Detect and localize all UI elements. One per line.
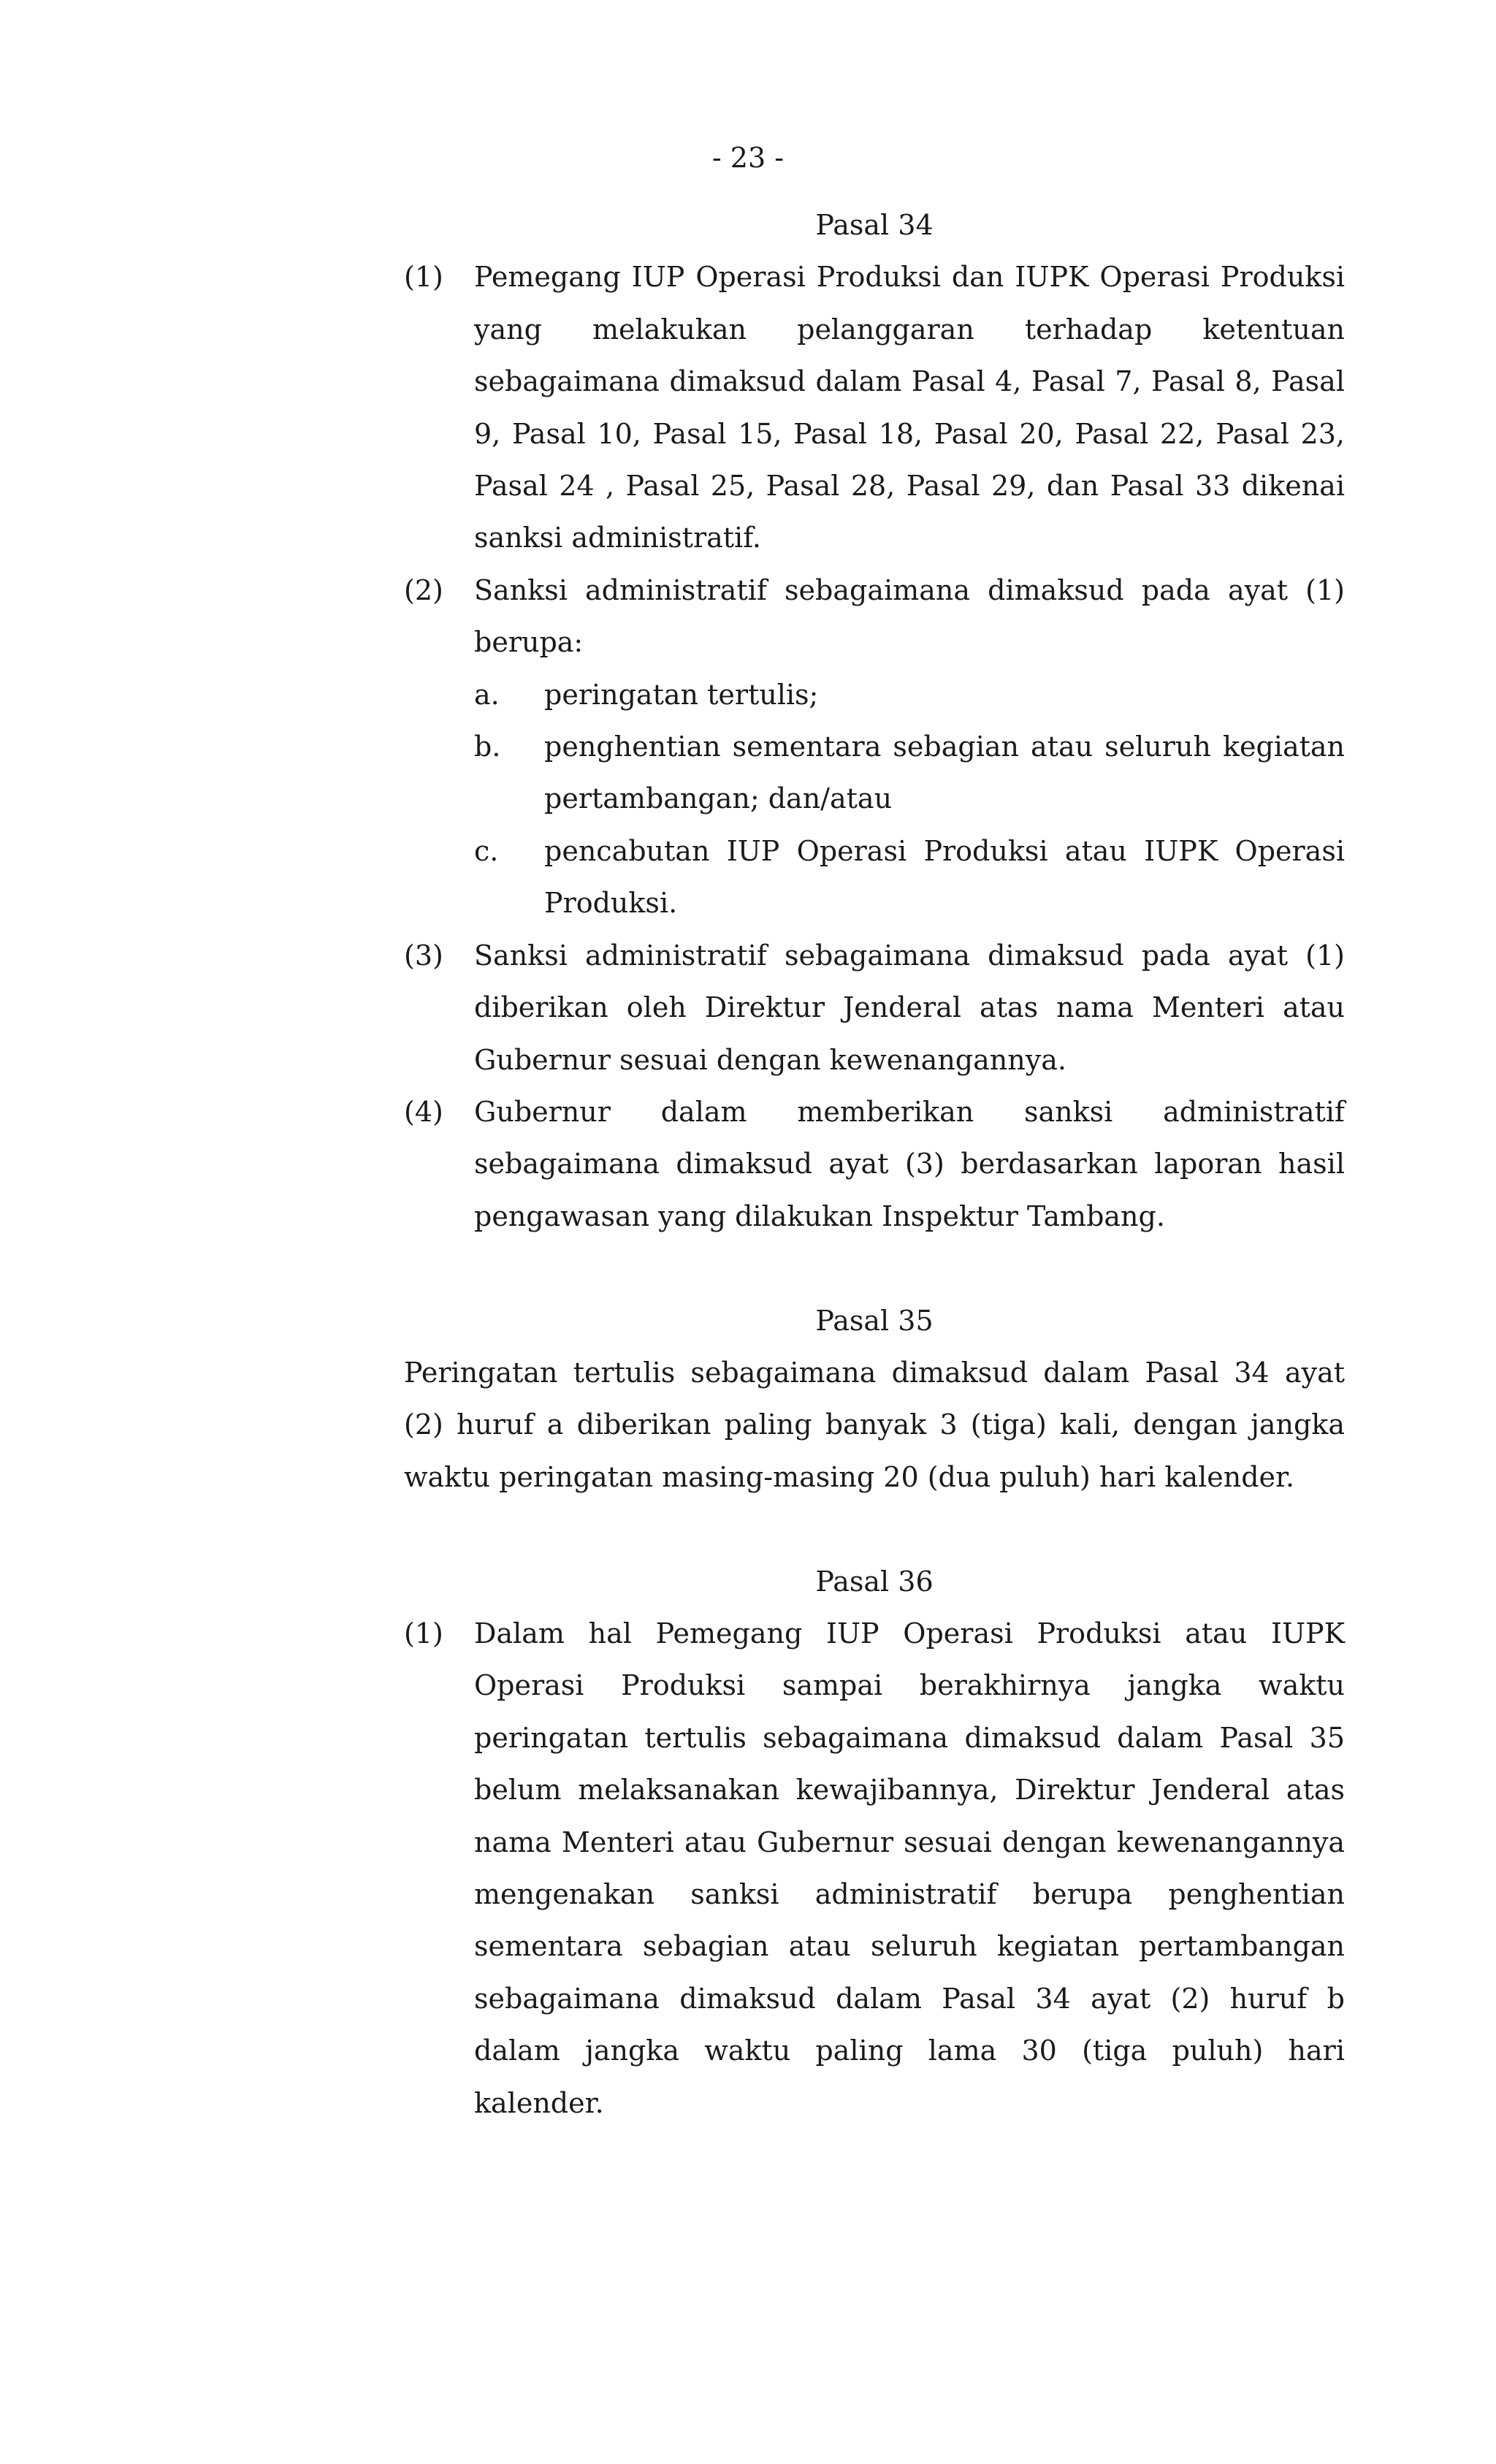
subitem-letter: b. xyxy=(474,731,501,763)
item-number: (4) xyxy=(404,1095,443,1128)
pasal-34-section xyxy=(404,199,1345,1243)
section-spacer xyxy=(404,1503,1345,1555)
item-number: (3) xyxy=(404,939,443,972)
subitem-text: pencabutan IUP Operasi Produksi atau IUPK Operasi Produksi. xyxy=(544,834,1345,920)
pasal-36-heading: Pasal 36 xyxy=(815,1565,934,1598)
item-number: (1) xyxy=(404,1617,443,1649)
pasal-34-item-2-sub-c xyxy=(474,825,1345,930)
item-text: Sanksi administratif sebagaimana dimaksud pada ayat (1) berupa: xyxy=(474,573,1345,659)
item-text: Dalam hal Pemegang IUP Operasi Produksi atau IUPK Operasi Produksi sampai berakhirnya jangka waktu peringatan tertulis sebagaimana dimaksud dalam Pasal 35 belum melaksanakan kewajibannya, Direktur Jenderal atas nama Menteri atau Gubernur sesuai dengan kewenangannya mengenakan sanksi administratif berupa penghentian sementara sebagian atau seluruh kegiatan pertambangan sebagaimana dimaksud dalam Pasal 34 ayat (2) huruf b dalam jangka waktu paling lama 30 (tiga puluh) hari kalender. xyxy=(474,1617,1345,2119)
pasal-34-item-2 xyxy=(404,565,1345,930)
document-body xyxy=(404,199,1345,2129)
pasal-35-text: Peringatan tertulis sebagaimana dimaksud dalam Pasal 34 ayat (2) huruf a diberikan paling banyak 3 (tiga) kali, dengan jangka waktu peringatan masing-masing 20 (dua puluh) hari kalender. xyxy=(404,1356,1345,1493)
subitem-text: peringatan tertulis; xyxy=(544,678,819,711)
pasal-34-item-2-sub-a xyxy=(474,669,1345,721)
section-spacer xyxy=(404,1243,1345,1294)
subitem-letter: a. xyxy=(474,678,500,711)
pasal-36-item-1 xyxy=(404,1608,1345,2129)
pasal-34-heading: Pasal 34 xyxy=(815,209,934,241)
pasal-35-section xyxy=(404,1295,1345,1504)
pasal-36-section xyxy=(404,1556,1345,2129)
subitem-text: penghentian sementara sebagian atau seluruh kegiatan pertambangan; dan/atau xyxy=(544,731,1345,815)
item-body xyxy=(474,565,1345,930)
pasal-35-heading: Pasal 35 xyxy=(815,1304,934,1337)
pasal-34-item-2-sub-b xyxy=(474,721,1345,825)
item-text: Gubernur dalam memberikan sanksi administratif sebagaimana dimaksud ayat (3) berdasarkan laporan hasil pengawasan yang dilakukan Inspektur Tambang. xyxy=(474,1095,1345,1232)
item-number: (2) xyxy=(404,573,443,606)
page-number: - 23 - xyxy=(711,142,785,174)
subitem-letter: c. xyxy=(474,834,499,867)
item-number: (1) xyxy=(404,261,443,294)
item-text: Sanksi administratif sebagaimana dimaksud pada ayat (1) diberikan oleh Direktur Jenderal atas nama Menteri atau Gubernur sesuai dengan kewenangannya. xyxy=(474,939,1345,1076)
pasal-34-item-3 xyxy=(404,930,1345,1086)
item-text: Pemegang IUP Operasi Produksi dan IUPK Operasi Produksi yang melakukan pelanggaran terhadap ketentuan sebagaimana dimaksud dalam Pasal 4, Pasal 7, Pasal 8, Pasal 9, Pasal 10, Pasal 15, Pasal 18, Pasal 20, Pasal 22, Pasal 23, Pasal 24 , Pasal 25, Pasal 28, Pasal 29, dan Pasal 33 dikenai sanksi administratif. xyxy=(474,261,1345,554)
pasal-34-item-4 xyxy=(404,1086,1345,1243)
pasal-34-item-1 xyxy=(404,251,1345,564)
